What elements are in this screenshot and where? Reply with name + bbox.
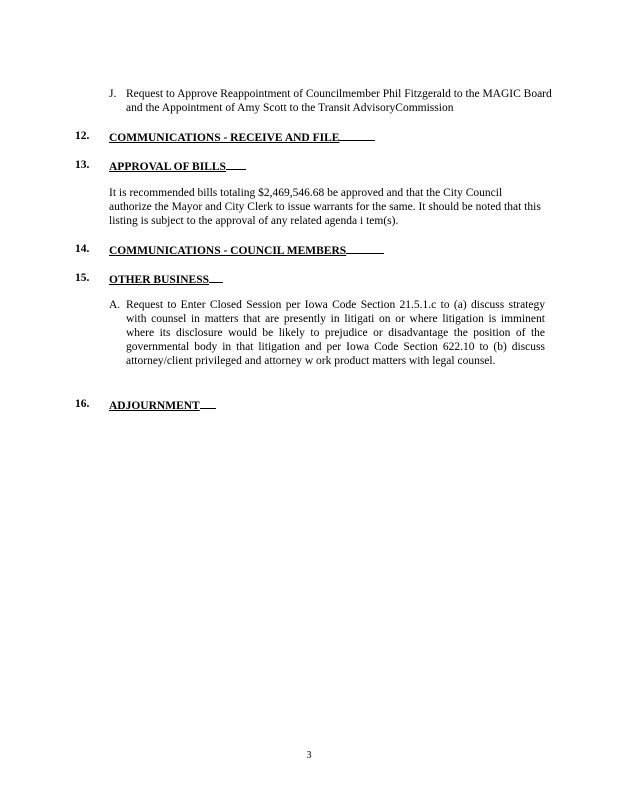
item-text: Request to Enter Closed Session per Iowa Code Section 21.5.1.c to (a) discuss strategy with counsel in matters that are presently in litigati on or where litigation is imminent where its disclosure would be likely to prejudice or disadvantage the position of the governmental body in that litigation and per Iowa Code Section 622.10 to (b) discuss attorney/client privileged and attorney w ork product matters with legal counsel. bbox=[126, 299, 545, 367]
section-heading-text: OTHER BUSINESS bbox=[109, 274, 210, 286]
section-number: 14. bbox=[75, 243, 90, 255]
page-number: 3 bbox=[306, 750, 312, 761]
section-heading bbox=[109, 242, 384, 258]
underline-pad bbox=[339, 129, 375, 141]
underline-pad bbox=[200, 397, 216, 409]
section-heading bbox=[109, 397, 216, 413]
item-letter: J. bbox=[109, 88, 117, 100]
section-number: 12. bbox=[75, 130, 90, 142]
agenda-item-j bbox=[109, 87, 554, 115]
approval-of-bills-paragraph: It is recommended bills totaling $2,469,546.68 be approved and that the City Council authorize the Mayor and City Clerk to issue warrants for the same. It should be noted that this listing is subject to the approval of any related agenda i tem(s). bbox=[109, 187, 541, 227]
item-text: Request to Approve Reappointment of Councilmember Phil Fitzgerald to the MAGIC Board and the Appointment of Amy Scott to the Transit AdvisoryCommission bbox=[126, 88, 552, 114]
section-number: 15. bbox=[75, 272, 90, 284]
section-heading-text: COMMUNICATIONS - RECEIVE AND FILE bbox=[109, 132, 340, 144]
section-number: 13. bbox=[75, 159, 90, 171]
section-number: 16. bbox=[75, 398, 90, 410]
section-heading-text: ADJOURNMENT bbox=[109, 400, 200, 412]
underline-pad bbox=[226, 158, 246, 170]
section-heading bbox=[109, 129, 375, 145]
underline-pad bbox=[346, 242, 384, 254]
underline-pad bbox=[209, 271, 223, 283]
other-business-item-a bbox=[109, 298, 545, 368]
section-heading-text: COMMUNICATIONS - COUNCIL MEMBERS bbox=[109, 245, 347, 257]
section-heading bbox=[109, 271, 223, 287]
section-heading-text: APPROVAL OF BILLS bbox=[109, 161, 226, 173]
item-letter: A. bbox=[109, 299, 121, 311]
section-heading bbox=[109, 158, 246, 174]
